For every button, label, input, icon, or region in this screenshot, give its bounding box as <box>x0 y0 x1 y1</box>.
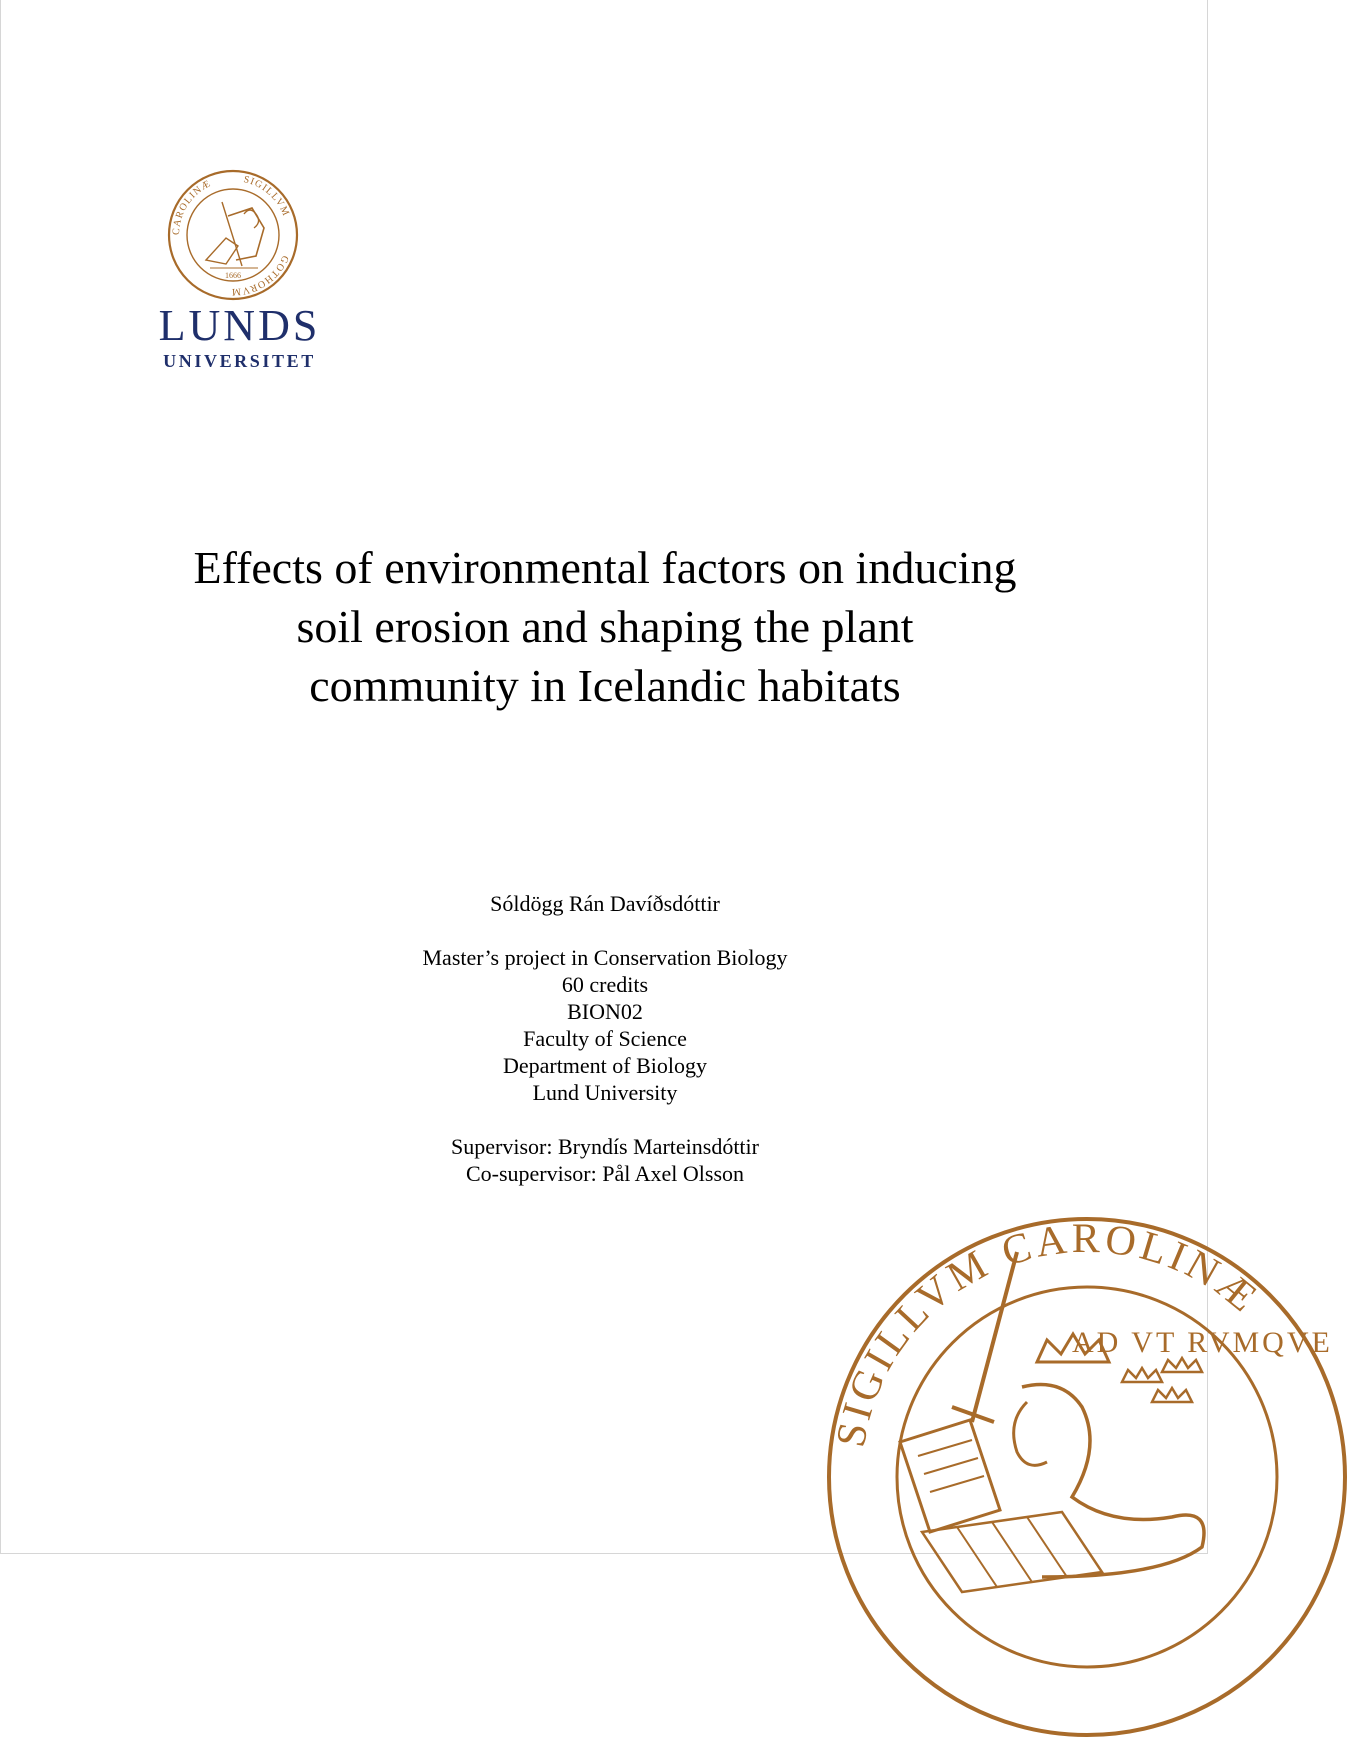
project-credits: 60 credits <box>561 972 649 997</box>
supervisor: Supervisor: Bryndís Marteinsdóttir <box>451 1134 759 1159</box>
watermark-motto: AD VT RVMQVE <box>1072 1326 1333 1359</box>
project-type: Master’s project in Conservation Biology <box>422 945 788 970</box>
title-line-3: community in Icelandic habitats <box>309 660 901 711</box>
seal-text-top: CAROLINÆ <box>170 178 214 236</box>
university: Lund University <box>532 1080 678 1105</box>
seal-year: 1666 <box>225 271 241 280</box>
wordmark-universitet: UNIVERSITET <box>163 351 316 371</box>
watermark-seal-text: SIGILLVM CAROLINÆ <box>827 1215 1268 1451</box>
thesis-details <box>300 890 910 1187</box>
seal-text-bottom: GOTHORVM <box>230 253 291 298</box>
seal-watermark-icon <box>822 1212 1352 1742</box>
co-supervisor: Co-supervisor: Pål Axel Olsson <box>465 1161 745 1186</box>
author-name: Sóldögg Rán Davíðsdóttir <box>490 891 720 916</box>
wordmark-lunds: LUNDS <box>158 301 321 350</box>
university-wordmark <box>152 302 327 372</box>
university-seal-icon <box>166 168 300 302</box>
title-line-2: soil erosion and shaping the plant <box>296 601 914 652</box>
title-line-1: Effects of environmental factors on inducing <box>193 542 1017 593</box>
faculty: Faculty of Science <box>523 1026 687 1051</box>
department: Department of Biology <box>502 1053 708 1078</box>
thesis-title <box>100 538 1110 715</box>
seal-text-right: SIGILLVM <box>242 174 292 219</box>
course-code: BION02 <box>567 999 643 1024</box>
